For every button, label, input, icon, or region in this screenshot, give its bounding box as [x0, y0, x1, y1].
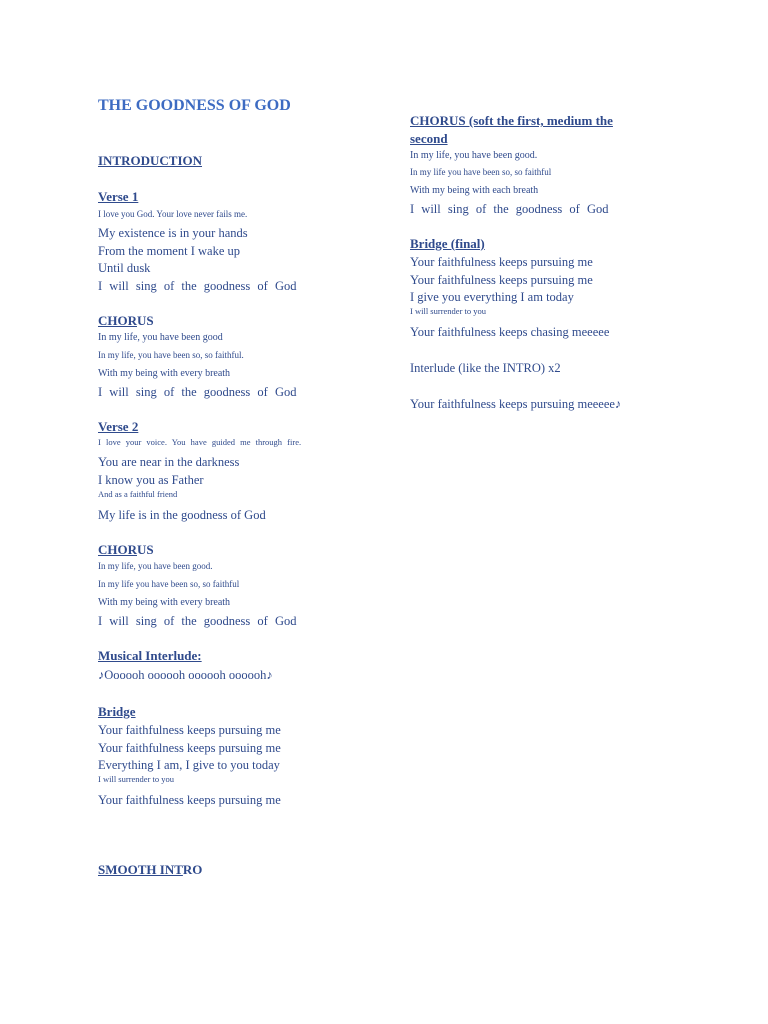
chorus1-line-1: In my life, you have been good: [98, 332, 223, 343]
interlude-line: Interlude (like the INTRO) x2: [410, 361, 561, 375]
chorus-right-line-1: In my life, you have been good.: [410, 150, 538, 161]
chorus-right-line-3: With my being with each breath: [410, 185, 539, 196]
introduction-heading: INTRODUCTION: [98, 153, 203, 168]
chorus1-heading: [98, 314, 154, 329]
chorus2-line-3: With my being with every breath: [98, 597, 231, 608]
verse2-line-1: I love your voice. You have guided me through fire.: [98, 437, 302, 447]
chorus2-line-4: I will sing of the goodness of God: [98, 614, 297, 628]
verse1-heading: Verse 1: [98, 189, 139, 204]
musical-interlude-heading: Musical Interlude:: [98, 648, 202, 663]
verse1-line-4: Until dusk: [98, 261, 151, 275]
verse1-line-5: I will sing of the goodness of God: [98, 279, 297, 293]
bridge-final-line-1: Your faithfulness keeps pursuing me: [410, 255, 593, 269]
verse2-heading: Verse 2: [98, 419, 139, 434]
verse1-line-1: I love you God. Your love never fails me.: [98, 209, 248, 219]
chorus1-heading-underlined: CHOR: [98, 313, 137, 328]
chorus-right-heading-line-2: second: [410, 131, 448, 146]
bridge-line-2: Your faithfulness keeps pursuing me: [98, 741, 281, 755]
bridge-final-heading: Bridge (final): [410, 236, 485, 251]
bridge-line-3: Everything I am, I give to you today: [98, 758, 280, 772]
final-line: Your faithfulness keeps pursuing meeeee♪: [410, 397, 622, 411]
bridge-line-1: Your faithfulness keeps pursuing me: [98, 723, 281, 737]
bridge-line-5: Your faithfulness keeps pursuing me: [98, 793, 281, 807]
verse2-line-5: My life is in the goodness of God: [98, 508, 266, 522]
page-title: THE GOODNESS OF GOD: [98, 97, 291, 114]
chorus-right-line-4: I will sing of the goodness of God: [410, 202, 609, 216]
chorus-right-heading-line-1: CHORUS (soft the first, medium the: [410, 113, 613, 128]
chorus2-heading-underlined: CHOR: [98, 542, 137, 557]
chorus1-heading-rest: US: [137, 313, 154, 328]
chorus2-line-2: In my life you have been so, so faithful: [98, 579, 240, 589]
bridge-final-line-2: Your faithfulness keeps pursuing me: [410, 273, 593, 287]
smooth-intro-heading-underlined: SMOOTH INT: [98, 862, 183, 877]
musical-interlude-line: ♪Oooooh oooooh oooooh oooooh♪: [98, 668, 273, 682]
chorus1-line-4: I will sing of the goodness of God: [98, 385, 297, 399]
chorus2-heading: [98, 543, 154, 558]
chorus2-heading-rest: US: [137, 542, 154, 557]
chorus2-line-1: In my life, you have been good.: [98, 561, 213, 571]
chorus-right-line-2: In my life you have been so, so faithful: [410, 167, 552, 177]
verse2-line-2: You are near in the darkness: [98, 455, 240, 469]
bridge-final-line-4: I will surrender to you: [410, 306, 487, 316]
bridge-final-line-5: Your faithfulness keeps chasing meeeee: [410, 325, 610, 339]
verse2-line-4: And as a faithful friend: [98, 489, 178, 499]
verse2-line-3: I know you as Father: [98, 473, 204, 487]
bridge-line-4: I will surrender to you: [98, 774, 175, 784]
chorus1-line-2: In my life, you have been so, so faithful.: [98, 350, 244, 360]
smooth-intro-heading-rest: RO: [182, 862, 203, 877]
verse1-line-3: From the moment I wake up: [98, 244, 240, 258]
chorus1-line-3: With my being with every breath: [98, 368, 231, 379]
bridge-heading: Bridge: [98, 704, 136, 719]
verse1-line-2: My existence is in your hands: [98, 226, 248, 240]
bridge-final-line-3: I give you everything I am today: [410, 290, 574, 304]
smooth-intro-heading: [98, 863, 202, 878]
